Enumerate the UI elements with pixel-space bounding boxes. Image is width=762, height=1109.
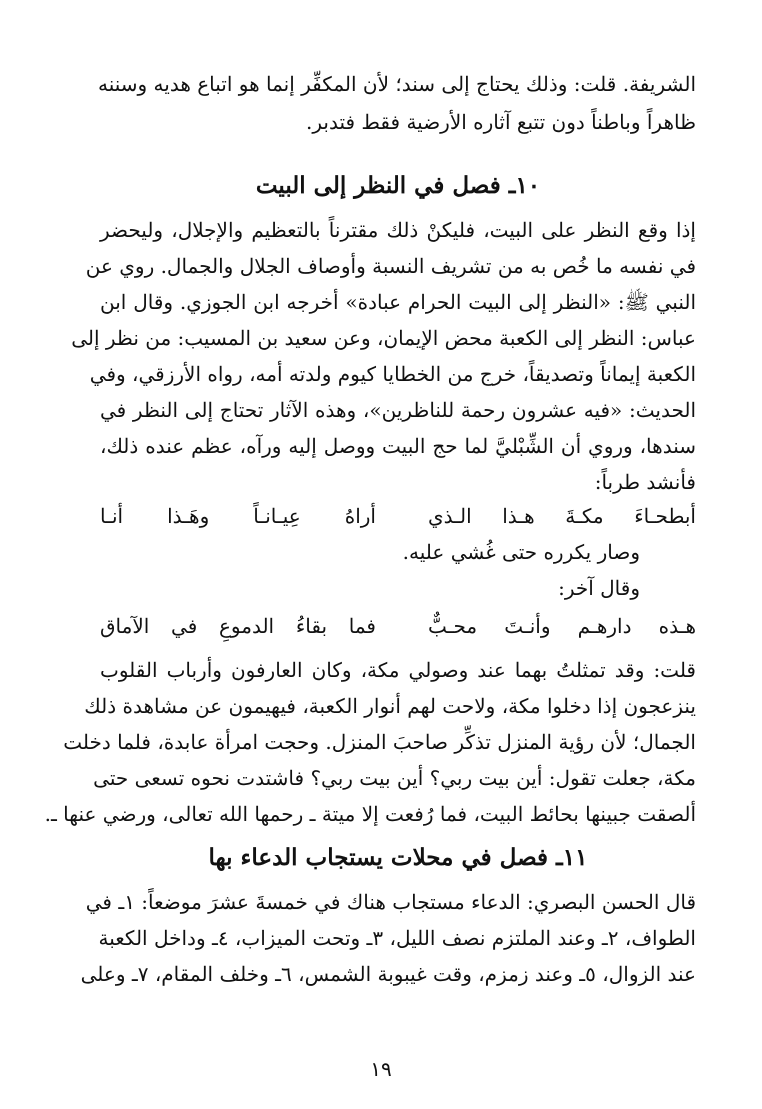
section-10-para2-line-3: الجمال؛ لأن رؤية المنزل تذكِّر صاحبَ المنزل. وحجت امرأة عابدة، فلما دخلت [63, 730, 696, 754]
verse-1-first-hemistich: أبطحـاءَ مكـةَ هـذا الـذي [428, 504, 696, 528]
section-11-para-line-2: الطواف، ٢ـ وعند الملتزم نصف الليل، ٣ـ وتحت الميزاب، ٤ـ وداخل الكعبة [98, 926, 696, 950]
top-paragraph-line-2: ظاهراً وباطناً دون تتبع آثاره الأرضية فقط فتدبر. [306, 110, 696, 134]
section-10-para2-line-2: ينزعجون إذا دخلوا مكة، ولاحت لهم أنوار الكعبة، فيهيمون عن مشاهدة ذلك [84, 694, 696, 718]
section-11-para-line-3: عند الزوال، ٥ـ وعند زمزم، وقت غيبوبة الشمس، ٦ـ وخلف المقام، ٧ـ وعلى [80, 962, 696, 986]
page-number: ١٩ [370, 1057, 392, 1081]
section-10-heading: ١٠ـ فصل في النظر إلى البيت [255, 172, 541, 199]
section-10-para1-line-6: الحديث: «فيه عشرون رحمة للناظرين»، وهذه الآثار تحتاج إلى النظر في [100, 398, 696, 422]
section-11-heading: ١١ـ فصل في محلات يستجاب الدعاء بها [208, 844, 588, 871]
section-10-para1-line-8: فأنشد طرباً: [594, 470, 696, 494]
section-10-para1-line-2: في نفسه ما خُص به من تشريف النسبة وأوصاف الجلال والجمال. روي عن [85, 254, 696, 278]
other-poet-intro: وقال آخر: [558, 576, 640, 600]
after-verse-1-line: وصار يكرره حتى غُشي عليه. [402, 540, 640, 564]
verse-2-first-hemistich: هـذه دارهـم وأنـتَ محـبٌّ [428, 614, 696, 638]
verse-1-second-hemistich: أراهُ عِيـانـاً وهَـذا أنـا [100, 504, 376, 528]
section-10-para1-line-5: الكعبة إيماناً وتصديقاً، خرج من الخطايا كيوم ولدته أمه، رواه الأرزقي، وفي [89, 362, 696, 386]
section-10-para2-line-5: ألصقت جبينها بحائط البيت، فما رُفعت إلا ميتة ـ رحمها الله تعالى، ورضي عنها ـ. [44, 802, 696, 826]
section-10-para2-line-4: مكة، جعلت تقول: أين بيت ربي؟ أين بيت ربي؟ فاشتدت نحوه تسعى حتى [93, 766, 696, 790]
section-11-para-line-1: قال الحسن البصري: الدعاء مستجاب هناك في خمسةَ عشرَ موضعاً: ١ـ في [85, 890, 696, 914]
section-10-para1-line-3: النبي ﷺ: «النظر إلى البيت الحرام عبادة» أخرجه ابن الجوزي. وقال ابن [100, 290, 697, 314]
verse-2-second-hemistich: فما بقاءُ الدموعِ في الآماق [100, 614, 376, 638]
verse-1 [100, 498, 696, 534]
top-paragraph-line-1: الشريفة. قلت: وذلك يحتاج إلى سند؛ لأن المكفِّر إنما هو اتباع هديه وسننه [97, 72, 696, 96]
section-10-para2-line-1: قلت: وقد تمثلتُ بهما عند وصولي مكة، وكان العارفون وأرباب القلوب [100, 658, 696, 682]
verse-2 [100, 608, 696, 644]
section-10-para1-line-7: سندها، وروي أن الشِّبْليَّ لما حج البيت ووصل إليه ورآه، عظم عنده ذلك، [100, 434, 696, 458]
section-10-para1-line-4: عباس: النظر إلى الكعبة محض الإيمان، وعن سعيد بن المسيب: من نظر إلى [71, 326, 696, 350]
section-10-para1-line-1: إذا وقع النظر على البيت، فليكنْ ذلك مقترناً بالتعظيم والإجلال، وليحضر [100, 218, 696, 242]
